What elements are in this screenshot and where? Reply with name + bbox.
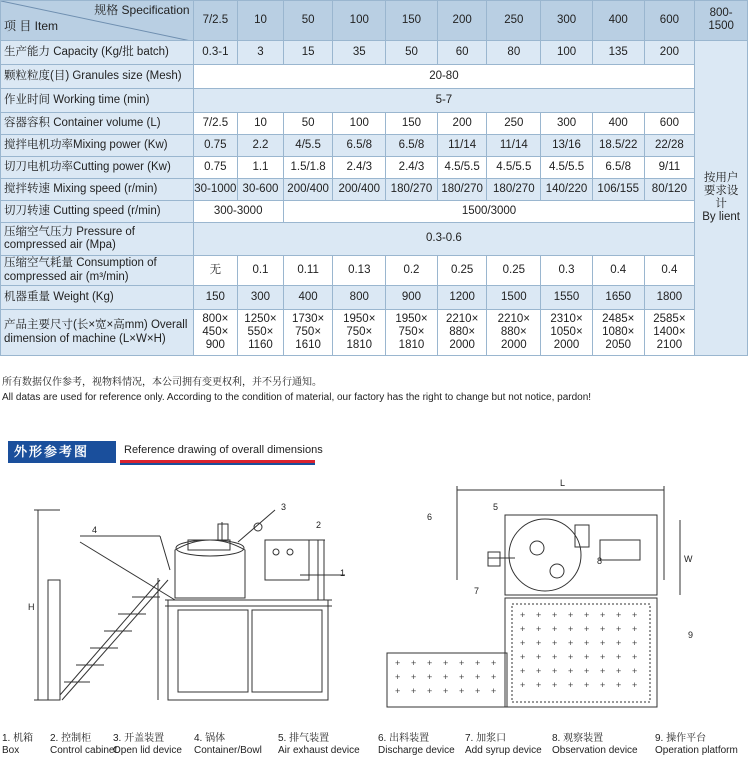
value-cell: 4.5/5.5 [541,157,593,179]
header-corner-cell [1,1,194,41]
value-cell: 600 [644,113,695,135]
platform-plate-mark: + [427,672,433,682]
table-row [1,179,748,201]
value-cell: 15 [283,41,333,65]
platform-plate-mark: + [491,686,497,696]
platform-plate-mark: + [459,658,465,668]
platform-plate-mark: + [584,680,590,690]
row-label: 容器容积 Container volume (L) [1,113,194,135]
platform-plate-mark: + [600,638,606,648]
legend-cn: 3. 开盖装置 [113,733,165,744]
row-label: 压缩空气耗量 Consumption of compressed air (m³/min) [1,256,194,286]
platform-plate-mark: + [584,638,590,648]
platform-plate-mark: + [491,672,497,682]
platform-plate-mark: + [536,624,542,634]
value-cell: 1200 [437,286,487,310]
span-cell: 300-3000 [193,201,283,223]
value-cell: 无 [193,256,238,286]
platform-plate-mark: + [552,680,558,690]
callout-2: 2 [316,520,322,530]
value-cell: 100 [541,41,593,65]
value-cell: 7/2.5 [193,113,238,135]
value-cell: 2210× 880× 2000 [487,310,541,356]
by-client-cell: 按用户 要求设 计 By lient [695,41,748,356]
value-cell: 1730× 750× 1610 [283,310,333,356]
section-title-en: Reference drawing of overall dimensions [124,444,323,456]
value-cell: 400 [283,286,333,310]
platform-plate-mark: + [600,652,606,662]
platform-plate-mark: + [443,658,449,668]
platform-plate-mark: + [568,666,574,676]
row-label: 产品主要尺寸(长×宽×高mm) Overall dimension of machine (L×W×H) [1,310,194,356]
legend-en: Air exhaust device [278,745,360,756]
value-cell: 1800 [644,286,695,310]
legend-en: Open lid device [113,745,182,756]
row-label: 压缩空气压力 Pressure of compressed air (Mpa) [1,223,194,256]
platform-plate-mark: + [411,672,417,682]
value-cell: 80 [487,41,541,65]
callout-1: 1 [340,568,346,578]
table-row [1,201,748,223]
value-cell: 2210× 880× 2000 [437,310,487,356]
table-row [1,113,748,135]
platform-plate-mark: + [600,624,606,634]
value-cell: 6.5/8 [333,135,386,157]
platform-plate-mark: + [427,686,433,696]
value-cell: 0.25 [437,256,487,286]
platform-plate-mark: + [536,666,542,676]
legend-cn: 6. 出料装置 [378,733,430,744]
table-row [1,157,748,179]
model-header: 250 [487,1,541,41]
platform-plate-mark: + [632,610,638,620]
value-cell: 13/16 [541,135,593,157]
model-header: 300 [541,1,593,41]
platform-plate-mark: + [584,666,590,676]
row-label: 切刀电机功率Cutting power (Kw) [1,157,194,179]
value-cell: 10 [238,113,284,135]
legend-item [465,733,542,757]
value-cell: 30-1000 [193,179,238,201]
legend-item [655,733,738,757]
value-cell: 9/11 [644,157,695,179]
callout-7: 7 [474,586,480,596]
value-cell: 0.75 [193,157,238,179]
platform-plate-mark: + [520,652,526,662]
platform-plate-mark: + [459,672,465,682]
legend-en: Observation device [552,745,638,756]
platform-plate-mark: + [568,680,574,690]
value-cell: 0.2 [386,256,438,286]
table-row [1,256,748,286]
platform-plate-mark: + [536,680,542,690]
legend-cn: 8. 观察装置 [552,733,604,744]
value-cell: 4/5.5 [283,135,333,157]
value-cell: 1500 [487,286,541,310]
platform-plate-mark: + [568,610,574,620]
platform-plate-mark: + [536,652,542,662]
platform-plate-mark: + [632,652,638,662]
table-header-row [1,1,748,41]
platform-plate-mark: + [568,652,574,662]
platform-plate-mark: + [395,658,401,668]
platform-plate-mark: + [552,610,558,620]
specification-table [0,0,748,356]
platform-plate-mark: + [520,638,526,648]
platform-plate-mark: + [459,686,465,696]
banner-blue-line [120,463,315,465]
note-en: All datas are used for reference only. According to the condition of material, our factory has the right to change but not notice, pardon! [2,392,592,403]
front-view-drawing [34,510,345,700]
value-cell: 6.5/8 [386,135,438,157]
value-cell: 60 [437,41,487,65]
value-cell: 0.11 [283,256,333,286]
value-cell: 1650 [592,286,644,310]
value-cell: 2310× 1050× 2000 [541,310,593,356]
value-cell: 180/270 [386,179,438,201]
platform-plate-mark: + [584,624,590,634]
value-cell: 150 [193,286,238,310]
legend-item [194,733,262,757]
legend-item [378,733,455,757]
model-header: 600 [644,1,695,41]
value-cell: 150 [386,113,438,135]
value-cell: 6.5/8 [592,157,644,179]
platform-plate-mark: + [600,666,606,676]
platform-plate-mark: + [632,638,638,648]
platform-plate-mark: + [475,686,481,696]
value-cell: 4.5/5.5 [437,157,487,179]
value-cell: 4.5/5.5 [487,157,541,179]
value-cell: 2.4/3 [333,157,386,179]
value-cell: 1.1 [238,157,284,179]
value-cell: 1.5/1.8 [283,157,333,179]
platform-plate-mark: + [632,666,638,676]
value-cell: 200 [437,113,487,135]
legend-item [552,733,638,757]
platform-plate-mark: + [600,610,606,620]
platform-plate-mark: + [536,638,542,648]
notes [2,375,591,405]
legend-en: Control cabinet [50,745,118,756]
value-cell: 0.25 [487,256,541,286]
table-row [1,65,748,89]
row-label: 搅拌电机功率Mixing power (Kw) [1,135,194,157]
value-cell: 250 [487,113,541,135]
value-cell: 50 [386,41,438,65]
value-cell: 18.5/22 [592,135,644,157]
span-cell: 1500/3000 [283,201,694,223]
value-cell: 140/220 [541,179,593,201]
legend-en: Add syrup device [465,745,542,756]
row-label: 生产能力 Capacity (Kg/批 batch) [1,41,194,65]
callout-8: 8 [597,556,603,566]
platform-plate-mark: + [568,638,574,648]
legend-item [50,733,117,757]
legend-cn: 5. 排气装置 [278,733,330,744]
platform-plate-mark: + [536,610,542,620]
value-cell: 1250× 550× 1160 [238,310,284,356]
value-cell: 3 [238,41,284,65]
row-label: 搅拌转速 Mixing speed (r/min) [1,179,194,201]
callout-4: 4 [92,525,98,535]
height-mark: H [28,602,35,612]
section-title-cn: 外形参考图 [8,441,116,463]
platform-plate-mark: + [552,666,558,676]
value-cell: 200/400 [283,179,333,201]
callout-3: 3 [281,502,287,512]
platform-plate-mark: + [520,624,526,634]
platform-plate-mark: + [616,638,622,648]
value-cell: 80/120 [644,179,695,201]
platform-plate-mark: + [632,680,638,690]
table-row [1,135,748,157]
legend-en: Container/Bowl [194,745,262,756]
value-cell: 2485× 1080× 2050 [592,310,644,356]
table-row [1,223,748,256]
platform-plate-mark: + [616,666,622,676]
platform-plate-mark: + [475,658,481,668]
span-cell: 5-7 [193,89,695,113]
value-cell: 35 [333,41,386,65]
legend-en: Discharge device [378,745,455,756]
legend-cn: 9. 操作平台 [655,733,707,744]
value-cell: 50 [283,113,333,135]
value-cell: 200/400 [333,179,386,201]
platform-plate-mark: + [616,652,622,662]
value-cell: 1950× 750× 1810 [333,310,386,356]
row-label: 切刀转速 Cutting speed (r/min) [1,201,194,223]
value-cell: 0.1 [238,256,284,286]
platform-plate-mark: + [411,686,417,696]
platform-plate-mark: + [427,658,433,668]
row-label: 机器重量 Weight (Kg) [1,286,194,310]
value-cell: 300 [238,286,284,310]
table-row [1,310,748,356]
model-header-last: 800- 1500 [695,1,748,41]
model-header: 200 [437,1,487,41]
legend-item [2,733,33,757]
item-label: 项 目 Item [4,19,59,34]
legend-cn: 7. 加浆口 [465,733,507,744]
platform-plate-mark: + [600,680,606,690]
platform-plate-mark: + [616,624,622,634]
value-cell: 1950× 750× 1810 [386,310,438,356]
platform-plate-mark: + [491,658,497,668]
platform-plate-mark: + [475,672,481,682]
spec-label: 规格 Specification [94,3,190,17]
value-cell: 0.4 [644,256,695,286]
model-header: 7/2.5 [193,1,238,41]
length-mark: L [560,478,566,488]
table-row [1,41,748,65]
value-cell: 300 [541,113,593,135]
value-cell: 11/14 [437,135,487,157]
platform-plate-mark: + [395,686,401,696]
platform-plate-mark: + [552,638,558,648]
model-header: 10 [238,1,284,41]
legend-cn: 4. 锅体 [194,733,226,744]
legend-item [278,733,360,757]
value-cell: 200 [644,41,695,65]
callout-9: 9 [688,630,694,640]
platform-plate-mark: + [552,652,558,662]
reference-drawing [0,470,750,732]
model-header: 50 [283,1,333,41]
value-cell: 0.3-1 [193,41,238,65]
value-cell: 180/270 [437,179,487,201]
callout-6: 6 [427,512,433,522]
platform-plate-mark: + [584,652,590,662]
model-header: 400 [592,1,644,41]
platform-plate-mark: + [568,624,574,634]
value-cell: 800 [333,286,386,310]
platform-plate-mark: + [520,610,526,620]
platform-plate-mark: + [584,610,590,620]
row-label: 作业时间 Working time (min) [1,89,194,113]
value-cell: 11/14 [487,135,541,157]
model-header: 150 [386,1,438,41]
platform-plate-mark: + [552,624,558,634]
value-cell: 2.4/3 [386,157,438,179]
value-cell: 2.2 [238,135,284,157]
value-cell: 30-600 [238,179,284,201]
platform-plate-mark: + [443,672,449,682]
table-row [1,89,748,113]
model-header: 100 [333,1,386,41]
platform-plate-mark: + [632,624,638,634]
platform-plate-mark: + [411,658,417,668]
platform-plate-mark: + [616,610,622,620]
value-cell: 2585× 1400× 2100 [644,310,695,356]
platform-plate-mark: + [395,672,401,682]
value-cell: 100 [333,113,386,135]
value-cell: 0.3 [541,256,593,286]
value-cell: 0.75 [193,135,238,157]
value-cell: 800× 450× 900 [193,310,238,356]
span-cell: 20-80 [193,65,695,89]
value-cell: 900 [386,286,438,310]
width-mark: W [684,554,693,564]
value-cell: 0.4 [592,256,644,286]
legend-en: Box [2,745,20,756]
platform-plate-mark: + [520,666,526,676]
value-cell: 22/28 [644,135,695,157]
platform-plate-mark: + [520,680,526,690]
table-row [1,286,748,310]
platform-plate-mark: + [443,686,449,696]
legend-cn: 2. 控制柜 [50,733,92,744]
value-cell: 135 [592,41,644,65]
row-label: 颗粒粒度(目) Granules size (Mesh) [1,65,194,89]
note-cn: 所有数据仅作参考，视物料情况，本公司拥有变更权利，并不另行通知。 [2,377,322,388]
callout-5: 5 [493,502,499,512]
legend-item [113,733,182,757]
value-cell: 180/270 [487,179,541,201]
platform-plate-mark: + [616,680,622,690]
span-cell: 0.3-0.6 [193,223,695,256]
legend-en: Operation platform [655,745,738,756]
value-cell: 0.13 [333,256,386,286]
value-cell: 400 [592,113,644,135]
legend-cn: 1. 机箱 [2,733,34,744]
value-cell: 106/155 [592,179,644,201]
value-cell: 1550 [541,286,593,310]
